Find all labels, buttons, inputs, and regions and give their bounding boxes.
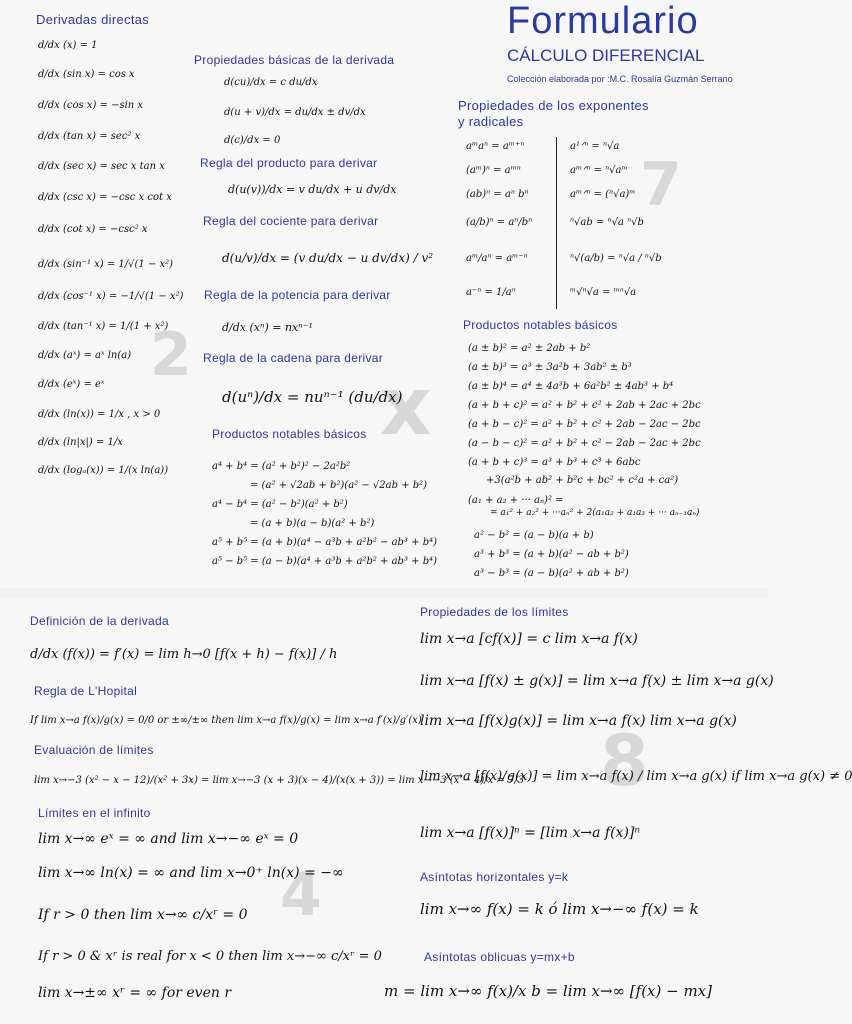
formula-derivada: d/dx (tan x) = sec² x <box>38 131 141 142</box>
heading-asintotas-horizontales: Asíntotas horizontales y=k <box>420 870 569 884</box>
formula-producto-notable: a⁵ − b⁵ = (a − b)(a⁴ + a³b + a²b² + ab³ + b⁴) <box>212 556 438 567</box>
heading-infinito: Límites en el infinito <box>38 806 151 820</box>
formula-producto-notable: = (a + b)(a − b)(a² + b²) <box>250 518 375 529</box>
formula-producto: d(u(v))/dx = v du/dx + u dv/dx <box>228 183 397 196</box>
formula-producto-notable: = a₁² + a₂² + ···aₙ² + 2(a₁a₂ + a₁a₃ + ··· aₙ₋₁aₙ) <box>490 508 700 518</box>
formula-prop-derivada: d(cu)/dx = c du/dx <box>224 77 318 88</box>
formula-exponente: aᵐ/aⁿ = aᵐ⁻ⁿ <box>466 253 528 264</box>
formula-producto-notable: (a − b − c)² = a² + b² + c² − 2ab − 2ac + 2bc <box>468 438 701 449</box>
formula-exponente: aᵐaⁿ = aᵐ⁺ⁿ <box>466 141 525 152</box>
formula-derivada: d/dx (x) = 1 <box>38 40 98 51</box>
formula-limite-infinito: If r > 0 then lim x→∞ c/xʳ = 0 <box>38 907 248 923</box>
formula-producto-notable: a³ − b³ = (a − b)(a² + ab + b²) <box>474 568 629 579</box>
author-credit: Colección elaborada por :M.C. Rosalía Guzmán Serrano <box>507 74 733 84</box>
heading-derivadas: Derivadas directas <box>36 12 150 27</box>
heading-definicion: Definición de la derivada <box>30 614 169 628</box>
formula-derivada: d/dx (cot x) = −csc² x <box>38 224 148 235</box>
formula-limite-infinito: If r > 0 & xʳ is real for x < 0 then lim x→−∞ c/xʳ = 0 <box>38 949 382 964</box>
formula-radical: ⁿ√(a/b) = ⁿ√a / ⁿ√b <box>570 253 662 264</box>
formula-prop-limite: lim x→a [cf(x)] = c lim x→a f(x) <box>420 631 638 647</box>
formula-producto-notable: (a + b + c)² = a² + b² + c² + 2ab + 2ac + 2bc <box>468 400 701 411</box>
heading-exponentes: Propiedades de los exponentes y radicales <box>458 98 649 129</box>
formula-producto-notable: a⁵ + b⁵ = (a + b)(a⁴ − a³b + a²b² − ab³ + b⁴) <box>212 537 438 548</box>
formula-hopital: If lim x→a f(x)/g(x) = 0/0 or ±∞/±∞ then lim x→a f(x)/g(x) = lim x→a f′(x)/g′(x) <box>30 715 422 726</box>
heading-evaluacion: Evaluación de límites <box>34 743 154 757</box>
heading-cociente: Regla del cociente para derivar <box>203 214 379 228</box>
formula-limite-infinito: lim x→±∞ xʳ = ∞ for even r <box>38 985 232 1001</box>
formula-producto-notable: a³ + b³ = (a + b)(a² − ab + b²) <box>474 549 629 560</box>
formula-prop-derivada: d(u + v)/dx = du/dx ± dv/dx <box>224 107 366 118</box>
formula-cadena: d(uⁿ)/dx = nuⁿ⁻¹ (du/dx) <box>222 388 403 406</box>
formula-producto-notable: (a ± b)³ = a³ ± 3a²b + 3ab² ± b³ <box>468 362 632 373</box>
exponentes-divider <box>556 137 557 309</box>
background-doodle: 8 <box>600 720 649 802</box>
formula-producto-notable: (a + b + c)³ = a³ + b³ + c³ + 6abc <box>468 457 641 468</box>
formula-prop-limite: lim x→a [f(x)]ⁿ = [lim x→a f(x)]ⁿ <box>420 825 641 841</box>
formula-producto-notable: = (a² + √2ab + b²)(a² − √2ab + b²) <box>250 480 428 491</box>
formula-definicion: d/dx (f(x)) = f′(x) = lim h→0 [f(x + h) − f(x)] / h <box>30 647 338 662</box>
heading-productos-notables-2: Productos notables básicos <box>463 318 618 332</box>
heading-propiedades-derivada: Propiedades básicas de la derivada <box>194 53 395 67</box>
heading-productos-notables-1: Productos notables básicos <box>212 427 367 441</box>
page-title: Formulario <box>507 0 699 42</box>
formula-evaluacion: lim x→−3 (x² − x − 12)/(x² + 3x) = lim x→−3 (x + 3)(x − 4)/(x(x + 3)) = lim x→−3 (x − 4)/x = 7/3 <box>34 775 525 786</box>
heading-asintotas-oblicuas: Asíntotas oblicuas y=mx+b <box>424 950 575 964</box>
formula-radical: a¹ᐟⁿ = ⁿ√a <box>570 141 620 152</box>
formula-derivada: d/dx (sec x) = sec x tan x <box>38 161 165 172</box>
formula-prop-limite: lim x→a [f(x) ± g(x)] = lim x→a f(x) ± lim x→a g(x) <box>420 673 774 689</box>
formula-derivada: d/dx (ln(x)) = 1/x , x > 0 <box>38 409 161 420</box>
formula-derivada: d/dx (csc x) = −csc x cot x <box>38 192 172 203</box>
formula-exponente: (a/b)ⁿ = aⁿ/bⁿ <box>466 217 533 228</box>
formula-prop-limite: lim x→a [f(x)g(x)] = lim x→a f(x) lim x→a g(x) <box>420 713 737 729</box>
formula-derivada: d/dx (sin x) = cos x <box>38 69 135 80</box>
formula-limite-infinito: lim x→∞ ln(x) = ∞ and lim x→0⁺ ln(x) = −∞ <box>38 865 344 881</box>
formula-derivada: d/dx (cos⁻¹ x) = −1/√(1 − x²) <box>38 291 184 302</box>
formula-radical: aᵐᐟⁿ = ⁿ√aᵐ <box>570 165 628 176</box>
formula-cociente: d(u/v)/dx = (v du/dx − u dv/dx) / v² <box>222 251 434 265</box>
formula-prop-limite: lim x→a [f(x)/g(x)] = lim x→a f(x) / lim x→a g(x) if lim x→a g(x) ≠ 0 <box>420 769 852 784</box>
heading-hopital: Regla de L'Hopital <box>34 684 138 698</box>
formula-producto-notable: a⁴ − b⁴ = (a² − b²)(a² + b²) <box>212 499 348 510</box>
formula-potencia: d/dx (xⁿ) = nxⁿ⁻¹ <box>222 321 313 334</box>
formula-producto-notable: (a ± b)² = a² ± 2ab + b² <box>468 343 591 354</box>
page-subtitle: CÁLCULO DIFERENCIAL <box>507 46 705 65</box>
heading-producto: Regla del producto para derivar <box>200 156 378 170</box>
formula-radical: ⁿ√ab = ⁿ√a ⁿ√b <box>570 217 644 228</box>
formula-producto-notable: a² − b² = (a − b)(a + b) <box>474 530 594 541</box>
formula-producto-notable: (a₁ + a₂ + ··· aₙ)² = <box>468 495 564 506</box>
heading-prop-limites: Propiedades de los límites <box>420 605 569 619</box>
formula-exponente: (aᵐ)ⁿ = aᵐⁿ <box>466 165 521 176</box>
formula-derivada: d/dx (logₐ(x)) = 1/(x ln(a)) <box>38 465 169 476</box>
formula-radical: ᵐ√ⁿ√a = ᵐⁿ√a <box>570 287 637 298</box>
formula-producto-notable: (a ± b)⁴ = a⁴ ± 4a³b + 6a²b² ± 4ab³ + b⁴ <box>468 381 674 392</box>
background-doodle: x <box>380 360 432 453</box>
background-doodle: 7 <box>640 150 682 220</box>
heading-cadena: Regla de la cadena para derivar <box>203 351 384 365</box>
heading-potencia: Regla de la potencia para derivar <box>204 288 391 302</box>
formula-producto-notable: +3(a²b + ab² + b²c + bc² + c²a + ca²) <box>486 475 679 486</box>
formula-prop-derivada: d(c)/dx = 0 <box>224 135 281 146</box>
formula-derivada: d/dx (eˣ) = eˣ <box>38 379 105 390</box>
formula-asintota-oblicua: m = lim x→∞ f(x)/x b = lim x→∞ [f(x) − mx] <box>384 982 712 1000</box>
formula-producto-notable: (a + b − c)² = a² + b² + c² + 2ab − 2ac − 2bc <box>468 419 701 430</box>
background-doodle: 2 <box>150 320 192 390</box>
formula-asintota-horizontal: lim x→∞ f(x) = k ó lim x→−∞ f(x) = k <box>420 900 699 918</box>
formula-derivada: d/dx (cos x) = −sin x <box>38 100 144 111</box>
formula-limite-infinito: lim x→∞ eˣ = ∞ and lim x→−∞ eˣ = 0 <box>38 831 299 847</box>
formula-derivada: d/dx (sin⁻¹ x) = 1/√(1 − x²) <box>38 259 174 270</box>
formula-derivada: d/dx (ln|x|) = 1/x <box>38 437 123 448</box>
formula-producto-notable: a⁴ + b⁴ = (a² + b²)² − 2a²b² <box>212 461 351 472</box>
formula-exponente: a⁻ⁿ = 1/aⁿ <box>466 287 516 298</box>
formula-radical: aᵐᐟⁿ = (ⁿ√a)ᵐ <box>570 189 636 200</box>
formula-derivada: d/dx (aˣ) = aˣ ln(a) <box>38 350 132 361</box>
formula-derivada: d/dx (tan⁻¹ x) = 1/(1 + x²) <box>38 321 169 332</box>
formula-exponente: (ab)ⁿ = aⁿ bⁿ <box>466 189 529 200</box>
background-doodle: 4 <box>280 860 322 930</box>
section-divider <box>0 588 768 598</box>
